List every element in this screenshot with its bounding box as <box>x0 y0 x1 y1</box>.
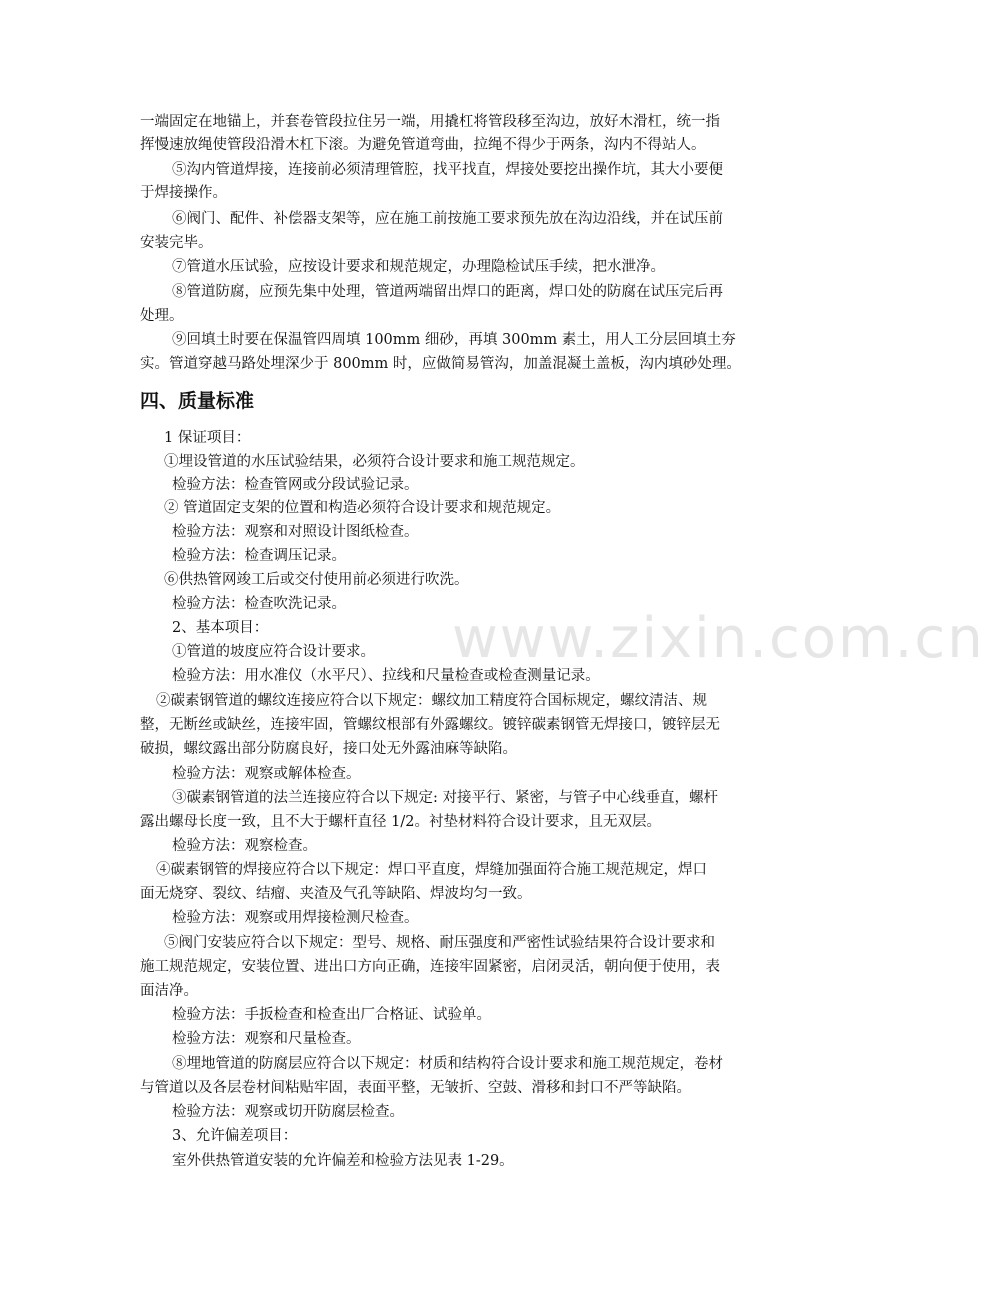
text-line: 检验方法：观察或切开防腐层检查。 <box>172 1104 404 1120</box>
text-line: 检验方法：观察和对照设计图纸检查。 <box>172 524 419 540</box>
text-line: ⑨回填土时要在保温管四周填 100mm 细砂，再填 300mm 素土，用人工分层回填土夯 <box>172 332 736 348</box>
text-line: ①管道的坡度应符合设计要求。 <box>172 644 375 660</box>
section-heading: 四、质量标准 <box>140 390 255 412</box>
text-line: ④碳素钢管的焊接应符合以下规定：焊口平直度，焊缝加强面符合施工规范规定，焊口 <box>156 862 707 878</box>
text-line: 挥慢速放绳使管段沿滑木杠下滚。为避免管道弯曲，拉绳不得少于两条，沟内不得站人。 <box>140 137 706 153</box>
text-line: 整，无断丝或缺丝，连接牢固，管螺纹根部有外露螺纹。镀锌碳素钢管无焊接口，镀锌层无 <box>140 717 720 733</box>
watermark: www.zixin.com.cn <box>452 606 985 671</box>
text-line: ③碳素钢管道的法兰连接应符合以下规定: 对接平行、紧密，与管子中心线垂直，螺杆 <box>172 790 718 806</box>
text-line: ⑦管道水压试验，应按设计要求和规范规定，办理隐检试压手续，把水泄净。 <box>172 259 665 275</box>
text-line: ⑤阀门安装应符合以下规定：型号、规格、耐压强度和严密性试验结果符合设计要求和 <box>164 935 715 951</box>
text-line: ①埋设管道的水压试验结果，必须符合设计要求和施工规范规定。 <box>164 454 585 470</box>
text-line: ⑥供热管网竣工后或交付使用前必须进行吹洗。 <box>164 572 469 588</box>
text-line: 3、允许偏差项目： <box>172 1128 298 1144</box>
text-line: 处理。 <box>140 308 184 324</box>
text-line: 检验方法：检查管网或分段试验记录。 <box>172 477 419 493</box>
text-line: ⑥阀门、配件、补偿器支架等，应在施工前按施工要求预先放在沟边沿线，并在试压前 <box>172 211 723 227</box>
text-line: 检验方法：观察和尺量检查。 <box>172 1031 361 1047</box>
text-line: 面无烧穿、裂纹、结瘤、夹渣及气孔等缺陷、焊波均匀一致。 <box>140 886 532 902</box>
text-line: 室外供热管道安装的允许偏差和检验方法见表 1-29。 <box>172 1153 514 1169</box>
text-line: 于焊接操作。 <box>140 185 227 201</box>
text-line: 1 保证项目： <box>164 430 251 446</box>
text-line: 与管道以及各层卷材间粘贴牢固，表面平整，无皱折、空鼓、滑移和封口不严等缺陷。 <box>140 1080 691 1096</box>
text-line: 露出螺母长度一致，且不大于螺杆直径 1/2。衬垫材料符合设计要求，且无双层。 <box>140 814 661 830</box>
text-line: 面洁净。 <box>140 983 198 999</box>
text-line: 检验方法：检查吹洗记录。 <box>172 596 346 612</box>
text-line: 一端固定在地锚上，并套卷管段拉住另一端，用撬杠将管段移至沟边，放好木滑杠，统一指 <box>140 114 720 130</box>
text-line: ② 管道固定支架的位置和构造必须符合设计要求和规范规定。 <box>164 500 561 516</box>
text-line: 破损，螺纹露出部分防腐良好，接口处无外露油麻等缺陷。 <box>140 741 517 757</box>
text-line: 实。管道穿越马路处埋深少于 800mm 时，应做简易管沟，加盖混凝土盖板，沟内填砂处理。 <box>140 356 741 372</box>
text-line: 安装完毕。 <box>140 235 213 251</box>
text-line: ⑧埋地管道的防腐层应符合以下规定：材质和结构符合设计要求和施工规范规定，卷材 <box>172 1056 723 1072</box>
text-line: 检验方法：手扳检查和检查出厂合格证、试验单。 <box>172 1007 491 1023</box>
text-line: 施工规范规定，安装位置、进出口方向正确，连接牢固紧密，启闭灵活，朝向便于使用，表 <box>140 959 720 975</box>
text-line: 检验方法：观察检查。 <box>172 838 317 854</box>
text-line: ⑤沟内管道焊接，连接前必须清理管腔，找平找直，焊接处要挖出操作坑，其大小要便 <box>172 162 723 178</box>
text-line: 检验方法：用水准仪（水平尺）、拉线和尺量检查或检查测量记录。 <box>172 668 600 684</box>
text-line: ②碳素钢管道的螺纹连接应符合以下规定：螺纹加工精度符合国标规定，螺纹清洁、规 <box>156 693 707 709</box>
text-line: 检验方法：观察或解体检查。 <box>172 766 361 782</box>
text-line: 检验方法：检查调压记录。 <box>172 548 346 564</box>
text-line: 检验方法：观察或用焊接检测尺检查。 <box>172 910 419 926</box>
text-line: 2、基本项目： <box>172 620 269 636</box>
text-line: ⑧管道防腐，应预先集中处理，管道两端留出焊口的距离，焊口处的防腐在试压完后再 <box>172 284 723 300</box>
